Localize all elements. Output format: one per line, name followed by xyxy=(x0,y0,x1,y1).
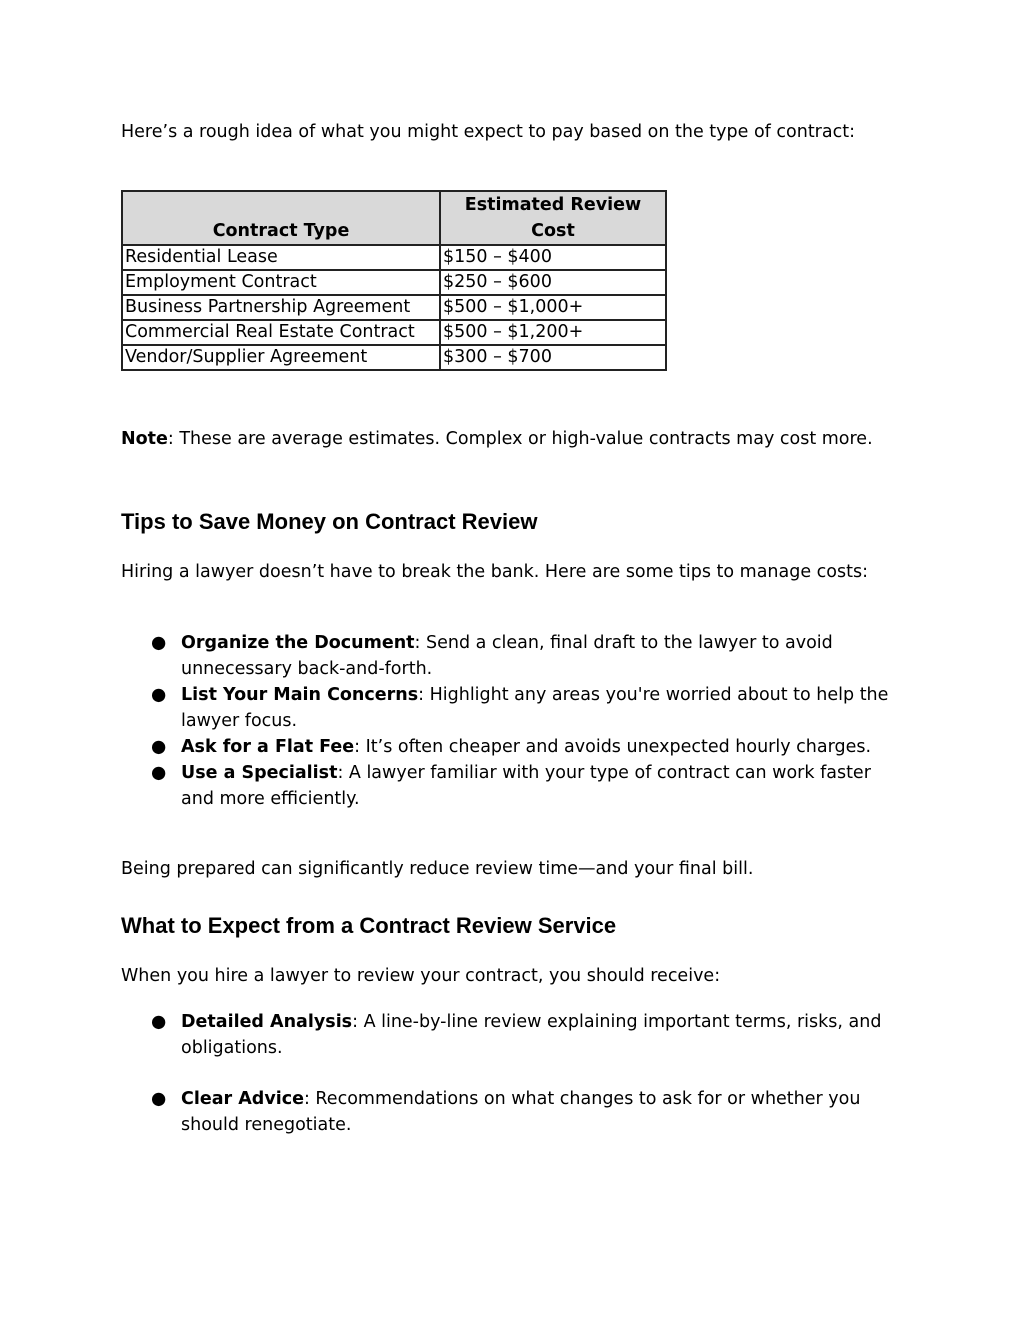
table-row xyxy=(122,345,666,370)
list-item-text: : It’s often cheaper and avoids unexpected hourly charges. xyxy=(354,737,872,757)
table-cell-cost: $500 – $1,200+ xyxy=(440,320,666,345)
table-row xyxy=(122,270,666,295)
list-item xyxy=(121,1086,901,1138)
table-cell-cost: $150 – $400 xyxy=(440,245,666,270)
note-paragraph xyxy=(121,426,901,452)
list-item xyxy=(121,1009,901,1061)
expect-heading: What to Expect from a Contract Review Service xyxy=(121,913,617,938)
table-cell-contract-type: Commercial Real Estate Contract xyxy=(122,320,440,345)
expect-intro-paragraph: When you hire a lawyer to review your contract, you should receive: xyxy=(121,966,721,986)
expect-list xyxy=(121,1009,901,1163)
list-item-text: : Send a clean, final draft to the lawyer to avoid unnecessary back-and-forth. xyxy=(181,633,833,679)
list-item-title: List Your Main Concerns xyxy=(181,685,419,705)
intro-paragraph: Here’s a rough idea of what you might expect to pay based on the type of contract: xyxy=(121,122,855,142)
cost-table xyxy=(121,190,667,371)
table-cell-contract-type: Employment Contract xyxy=(122,270,440,295)
table-row xyxy=(122,245,666,270)
tips-closing-paragraph: Being prepared can significantly reduce review time—and your final bill. xyxy=(121,859,754,879)
header-contract-type: Contract Type xyxy=(122,191,440,245)
bullet-icon: ● xyxy=(151,633,167,653)
table-cell-cost: $300 – $700 xyxy=(440,345,666,370)
tips-heading: Tips to Save Money on Contract Review xyxy=(121,509,538,534)
note-text: : These are average estimates. Complex or high-value contracts may cost more. xyxy=(167,429,873,449)
list-item-text: : A line-by-line review explaining important terms, risks, and obligations. xyxy=(181,1012,882,1058)
bullet-icon: ● xyxy=(151,1012,167,1032)
list-item xyxy=(121,682,901,734)
list-item xyxy=(121,760,901,812)
table-cell-contract-type: Business Partnership Agreement xyxy=(122,295,440,320)
list-item-title: Organize the Document xyxy=(181,633,415,653)
table-header-row xyxy=(122,191,666,245)
table-cell-cost: $500 – $1,000+ xyxy=(440,295,666,320)
note-label: Note xyxy=(121,429,168,449)
list-item xyxy=(121,630,901,682)
list-item xyxy=(121,734,901,760)
tips-list xyxy=(121,630,901,812)
table-row xyxy=(122,295,666,320)
bullet-icon: ● xyxy=(151,763,167,783)
table-cell-contract-type: Residential Lease xyxy=(122,245,440,270)
bullet-icon: ● xyxy=(151,1089,167,1109)
list-item-text: : Recommendations on what changes to ask for or whether you should renegotiate. xyxy=(181,1089,861,1135)
table-row xyxy=(122,320,666,345)
list-item-text: : A lawyer familiar with your type of contract can work faster and more efficiently. xyxy=(181,763,871,809)
bullet-icon: ● xyxy=(151,737,167,757)
table-cell-contract-type: Vendor/Supplier Agreement xyxy=(122,345,440,370)
list-item-text: : Highlight any areas you're worried about to help the lawyer focus. xyxy=(181,685,889,731)
list-item-title: Use a Specialist xyxy=(181,763,338,783)
list-item-title: Detailed Analysis xyxy=(181,1012,353,1032)
header-estimated-cost: Estimated Review Cost xyxy=(440,191,666,245)
bullet-icon: ● xyxy=(151,685,167,705)
list-item-title: Clear Advice xyxy=(181,1089,304,1109)
list-item-title: Ask for a Flat Fee xyxy=(181,737,355,757)
tips-intro-paragraph: Hiring a lawyer doesn’t have to break the bank. Here are some tips to manage costs: xyxy=(121,562,869,582)
table-cell-cost: $250 – $600 xyxy=(440,270,666,295)
